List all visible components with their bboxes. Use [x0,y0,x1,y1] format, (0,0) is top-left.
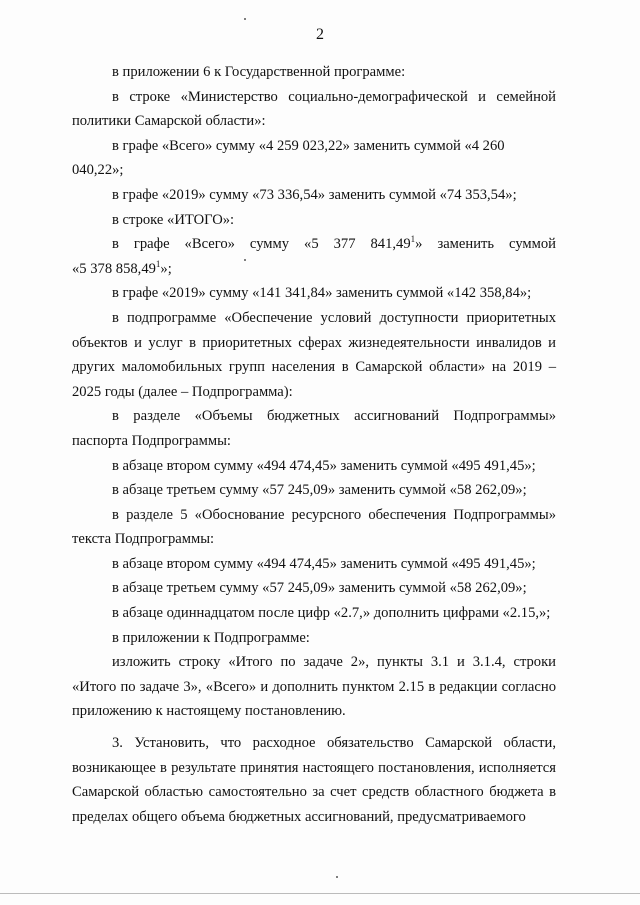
paragraph: политики Самарской области»: [72,113,266,130]
paragraph: в абзаце третьем сумму «57 245,09» заменить суммой «58 262,09»; [112,482,527,499]
footnote-mark: 1 [410,234,416,245]
paragraph: в абзаце третьем сумму «57 245,09» заменить суммой «58 262,09»; [112,580,527,597]
paragraph: в графе «2019» сумму «73 336,54» заменить суммой «74 353,54»; [112,186,517,203]
paragraph: в строке «ИТОГО»: [112,211,235,228]
paragraph: текста Подпрограммы: [72,531,215,548]
scan-speck [336,876,338,878]
page-number: 2 [316,26,324,43]
document-body [72,60,556,829]
text-run: »; [160,260,172,277]
paragraph: в приложении 6 к Государственной программе: [112,64,406,80]
scan-edge [0,893,640,894]
text-run: » заменить суммой [415,236,556,253]
paragraph: в абзаце одиннадцатом после цифр «2.7,» дополнить цифрами «2.15,»; [112,605,551,622]
paragraph: в приложении к Подпрограмме: [112,629,310,646]
paragraph: изложить строку «Итого по задаче 2», пункты 3.1 и 3.1.4, строки «Итого по задаче 3», «Всего» и дополнить пунктом 2.15 в редакции согласно приложению к настоящему постановлению. [72,654,556,720]
paragraph: в графе «Всего» сумму «4 259 023,22» заменить суммой «4 260 040,22»; [72,137,505,179]
text-run: «5 378 858,49 [72,260,156,277]
scan-speck [244,18,246,20]
paragraph [72,232,556,257]
paragraph: в строке «Министерство социально-демографической и семейной [112,88,556,105]
paragraph: в разделе «Объемы бюджетных ассигнований Подпрограммы» [112,408,556,425]
footnote-mark: 1 [155,258,161,269]
paragraph: 3. Установить, что расходное обязательство Самарской области, возникающее в результате принятия настоящего постановления, исполняется Самарской областью самостоятельно за счет средств областного бюджета в пределах общего объема бюджетных ассигнований, предусматриваемого [72,735,556,825]
text-run: в графе «Всего» сумму «5 377 841,49 [112,236,411,253]
paragraph: в абзаце втором сумму «494 474,45» заменить суммой «495 491,45»; [112,555,536,572]
paragraph: в разделе 5 «Обоснование ресурсного обеспечения Подпрограммы» [112,506,556,523]
paragraph: в подпрограмме «Обеспечение условий доступности приоритетных объектов и услуг в приоритетных сферах жизнедеятельности инвалидов и других маломобильных групп населения в Самарской области» на 2019 – 2025 годы (далее – Подпрограмма): [72,309,556,400]
paragraph [72,257,556,282]
paragraph: в графе «2019» сумму «141 341,84» заменить суммой «142 358,84»; [112,285,532,302]
paragraph: паспорта Подпрограммы: [72,432,231,449]
paragraph: в абзаце втором сумму «494 474,45» заменить суммой «495 491,45»; [112,457,536,474]
